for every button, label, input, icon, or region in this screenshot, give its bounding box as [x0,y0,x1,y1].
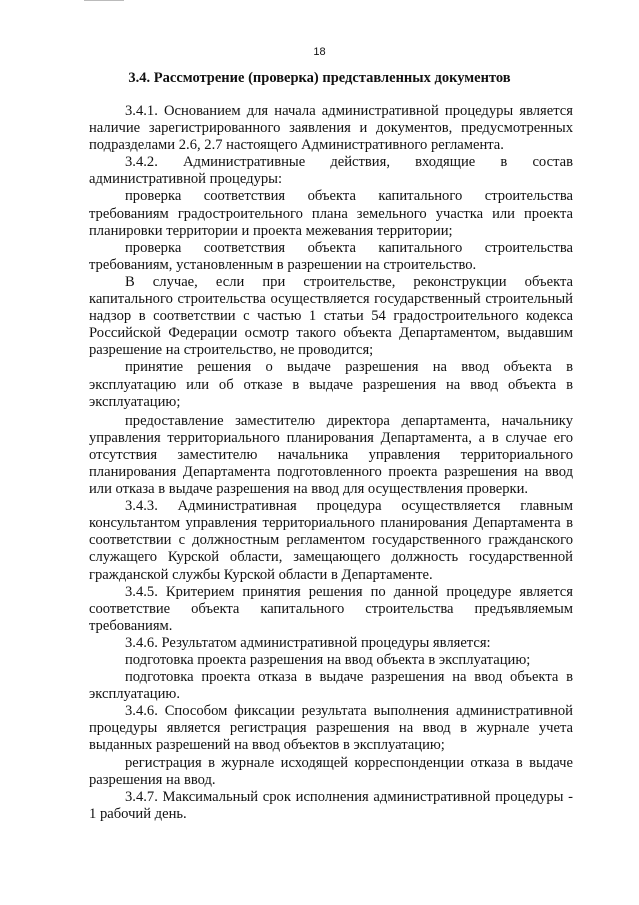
paragraph: регистрация в журнале исходящей корреспонденции отказа в выдаче разрешения на ввод. [89,754,573,788]
paragraph: 3.4.5. Критерием принятия решения по данной процедуре является соответствие объекта капитального строительства предъявляемым требованиям. [89,583,573,634]
paragraph: 3.4.3. Административная процедура осуществляется главным консультантом управления территориального планирования Департамента в соответствии с должностным регламентом государственного гражданского служащего Курской области, замещающего должность государственной гражданской службы Курской области в Департаменте. [89,498,573,583]
paragraph: 3.4.2. Административные действия, входящие в состав административной процедуры: [89,154,573,188]
paragraph: 3.4.7. Максимальный срок исполнения административной процедуры - 1 рабочий день. [89,788,573,822]
paragraph: проверка соответствия объекта капитального строительства требованиям, установленным в разрешении на строительство. [89,239,573,273]
section-heading: 3.4. Рассмотрение (проверка) представленных документов [128,70,511,86]
page-number: 18 [313,46,326,58]
paragraph: проверка соответствия объекта капитального строительства требованиям градостроительного плана земельного участка или проекта планировки территории и проекта межевания территории; [89,188,573,239]
paragraph: 3.4.1. Основанием для начала административной процедуры является наличие зарегистрированного заявления и документов, предусмотренных подразделами 2.6, 2.7 настоящего Административного регламента. [89,103,573,154]
document-body [89,103,573,823]
paragraph: подготовка проекта отказа в выдаче разрешения на ввод объекта в эксплуатацию. [89,669,573,703]
paragraph: В случае, если при строительстве, реконструкции объекта капитального строительства осуществляется государственный строительный надзор в соответствии с частью 1 статьи 54 градостроительного кодекса Российской Федерации осмотр такого объекта Департаментом, выдавшим разрешение на строительство, не проводится; [89,273,573,359]
paragraph: предоставление заместителю директора департамента, начальнику управления территориального планирования Департамента, а в случае его отсутствия заместителю начальника управления территориального планирования Департамента подготовленного проекта разрешения на ввод или отказа в выдаче разрешения на ввод для осуществления проверки. [89,412,573,498]
paragraph: подготовка проекта разрешения на ввод объекта в эксплуатацию; [125,652,531,668]
paragraph: 3.4.6. Результатом административной процедуры является: [125,634,491,651]
paragraph: принятие решения о выдаче разрешения на ввод объекта в эксплуатацию или об отказе в выдаче разрешения на ввод объекта в эксплуатацию; [89,359,573,410]
scan-artifact [84,0,124,5]
paragraph: 3.4.6. Способом фиксации результата выполнения административной процедуры является регистрация разрешения на ввод в журнале учета выданных разрешений на ввод объектов в эксплуатацию; [89,703,573,754]
